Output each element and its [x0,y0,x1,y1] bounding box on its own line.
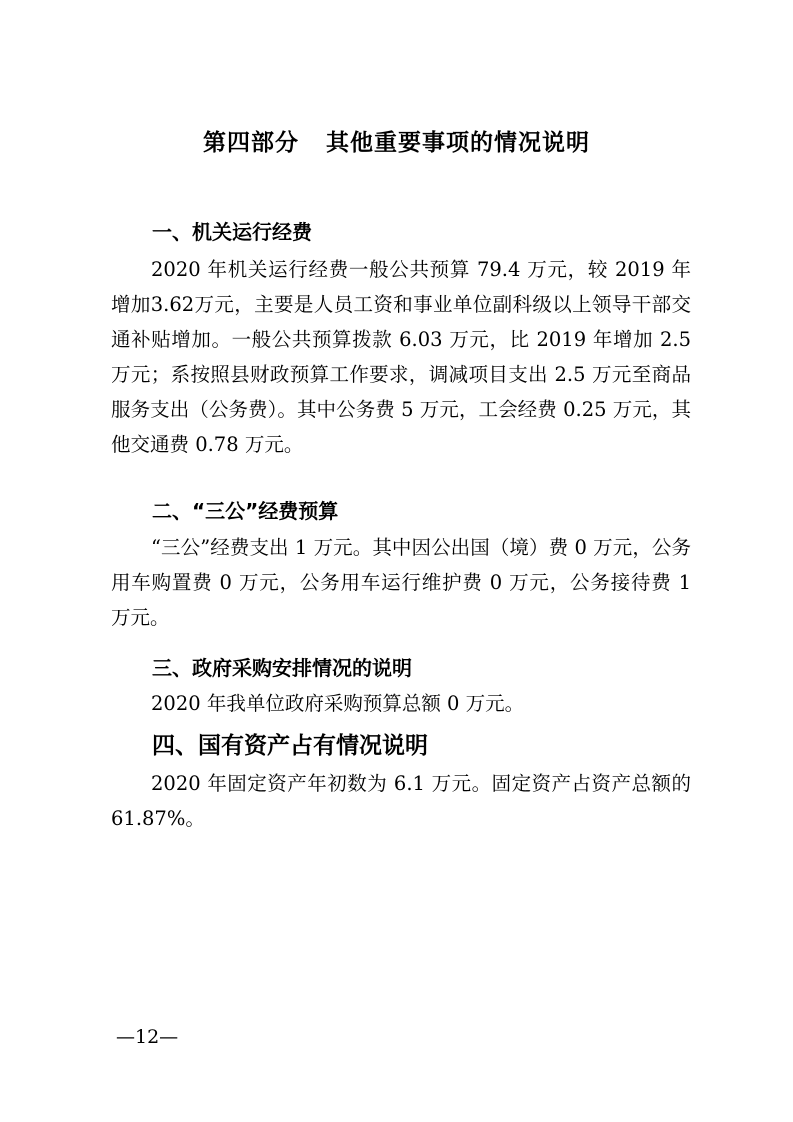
section-paragraph-2: “三公”经费支出 1 万元。其中因公出国（境）费 0 万元，公务用车购置费 0 万元，公务用车运行维护费 0 万元，公务接待费 1 万元。 [111,536,691,629]
section-heading-3: 三、政府采购安排情况的说明 [152,656,412,680]
page-title: 第四部分 其他重要事项的情况说明 [202,130,591,156]
page-number: —12— [116,1026,179,1048]
section-heading-1: 一、机关运行经费 [152,220,312,244]
section-paragraph-3: 2020 年我单位政府采购预算总额 0 万元。 [151,692,525,715]
section-paragraph-4: 2020 年固定资产年初数为 6.1 万元。固定资产占资产总额的61.87%。 [111,772,691,830]
section-heading-4: 四、国有资产占有情况说明 [152,733,428,759]
section-heading-2: 二、“三公”经费预算 [152,499,339,523]
section-paragraph-1: 2020 年机关运行经费一般公共预算 79.4 万元，较 2019 年增加3.62万元，主要是人员工资和事业单位副科级以上领导干部交通补贴增加。一般公共预算拨款 6.03 万元，比 2019 年增加 2.5 万元；系按照县财政预算工作要求，调减项目支出 2.5 万元至商品服务支出（公务费）。其中公务费 5 万元，工会经费 0.25 万元，其他交通费 0.78 万元。 [111,258,691,456]
